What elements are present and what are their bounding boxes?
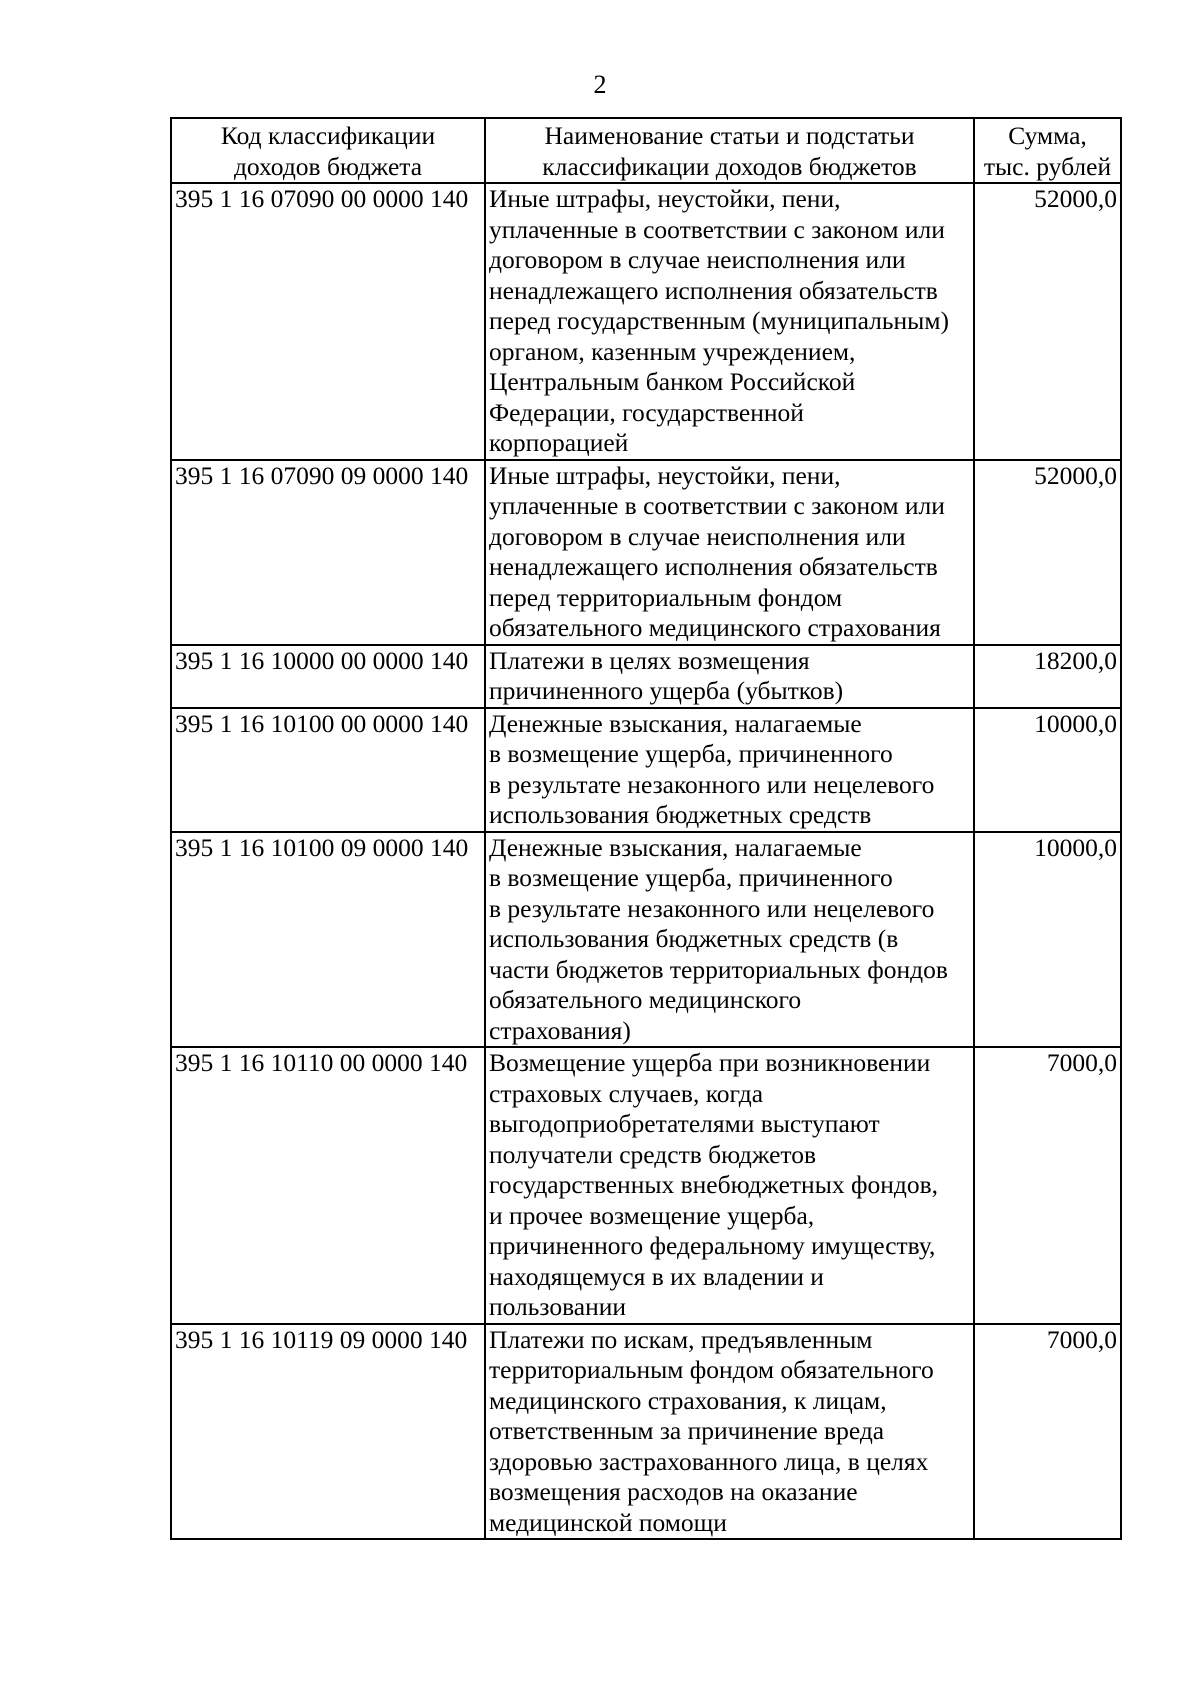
table-row xyxy=(171,832,1121,1048)
table-header-row xyxy=(171,118,1121,183)
row-sum: 18200,0 xyxy=(974,645,1121,708)
row-code: 395 1 16 07090 09 0000 140 xyxy=(171,460,485,645)
table-row xyxy=(171,708,1121,832)
header-code xyxy=(171,118,485,183)
row-code: 395 1 16 10110 00 0000 140 xyxy=(171,1047,485,1324)
row-sum: 10000,0 xyxy=(974,708,1121,832)
row-name: Денежные взыскания, налагаемые в возмещение ущерба, причиненного в результате незаконного или нецелевого использования бюджетных средств (в части бюджетов территориальных фондов обязательного медицинского страхования) xyxy=(485,832,974,1048)
table-row xyxy=(171,1047,1121,1324)
table-row xyxy=(171,645,1121,708)
header-sum xyxy=(974,118,1121,183)
row-name: Возмещение ущерба при возникновении страховых случаев, когда выгодоприобретателями выступают получатели средств бюджетов государственных внебюджетных фондов, и прочее возмещение ущерба, причиненного федеральному имуществу, находящемуся в их владении и пользовании xyxy=(485,1047,974,1324)
revenue-classification-table xyxy=(170,117,1122,1540)
row-code: 395 1 16 10100 00 0000 140 xyxy=(171,708,485,832)
row-sum: 52000,0 xyxy=(974,183,1121,460)
header-code-line: доходов бюджета xyxy=(233,151,423,181)
row-name: Иные штрафы, неустойки, пени, уплаченные в соответствии с законом или договором в случае неисполнения или ненадлежащего исполнения обязательств перед государственным (муниципальным) органом, казенным учреждением, Центральным банком Российской Федерации, государственной корпорацией xyxy=(485,183,974,460)
row-code: 395 1 16 10000 00 0000 140 xyxy=(171,645,485,708)
row-name: Денежные взыскания, налагаемые в возмещение ущерба, причиненного в результате незаконного или нецелевого использования бюджетных средств xyxy=(485,708,974,832)
header-sum-line: тыс. рублей xyxy=(983,151,1112,181)
page-number: 2 xyxy=(593,70,607,99)
table-row xyxy=(171,183,1121,460)
row-name: Иные штрафы, неустойки, пени, уплаченные в соответствии с законом или договором в случае неисполнения или ненадлежащего исполнения обязательств перед территориальным фондом обязательного медицинского страхования xyxy=(485,460,974,645)
row-sum: 10000,0 xyxy=(974,832,1121,1048)
header-name xyxy=(485,118,974,183)
row-sum: 52000,0 xyxy=(974,460,1121,645)
row-name: Платежи в целях возмещения причиненного ущерба (убытков) xyxy=(485,645,974,708)
row-code: 395 1 16 07090 00 0000 140 xyxy=(171,183,485,460)
header-name-line: классификации доходов бюджетов xyxy=(542,151,917,181)
row-code: 395 1 16 10119 09 0000 140 xyxy=(171,1324,485,1540)
table-row xyxy=(171,1324,1121,1540)
row-code: 395 1 16 10100 09 0000 140 xyxy=(171,832,485,1048)
row-sum: 7000,0 xyxy=(974,1047,1121,1324)
row-sum: 7000,0 xyxy=(974,1324,1121,1540)
header-name-line: Наименование статьи и подстатьи xyxy=(544,121,915,150)
row-name: Платежи по искам, предъявленным территориальным фондом обязательного медицинского страхования, к лицам, ответственным за причинение вреда здоровью застрахованного лица, в целях возмещения расходов на оказание медицинской помощи xyxy=(485,1324,974,1540)
header-sum-line: Сумма, xyxy=(1008,121,1087,150)
header-code-line: Код классификации xyxy=(220,121,436,150)
table-row xyxy=(171,460,1121,645)
